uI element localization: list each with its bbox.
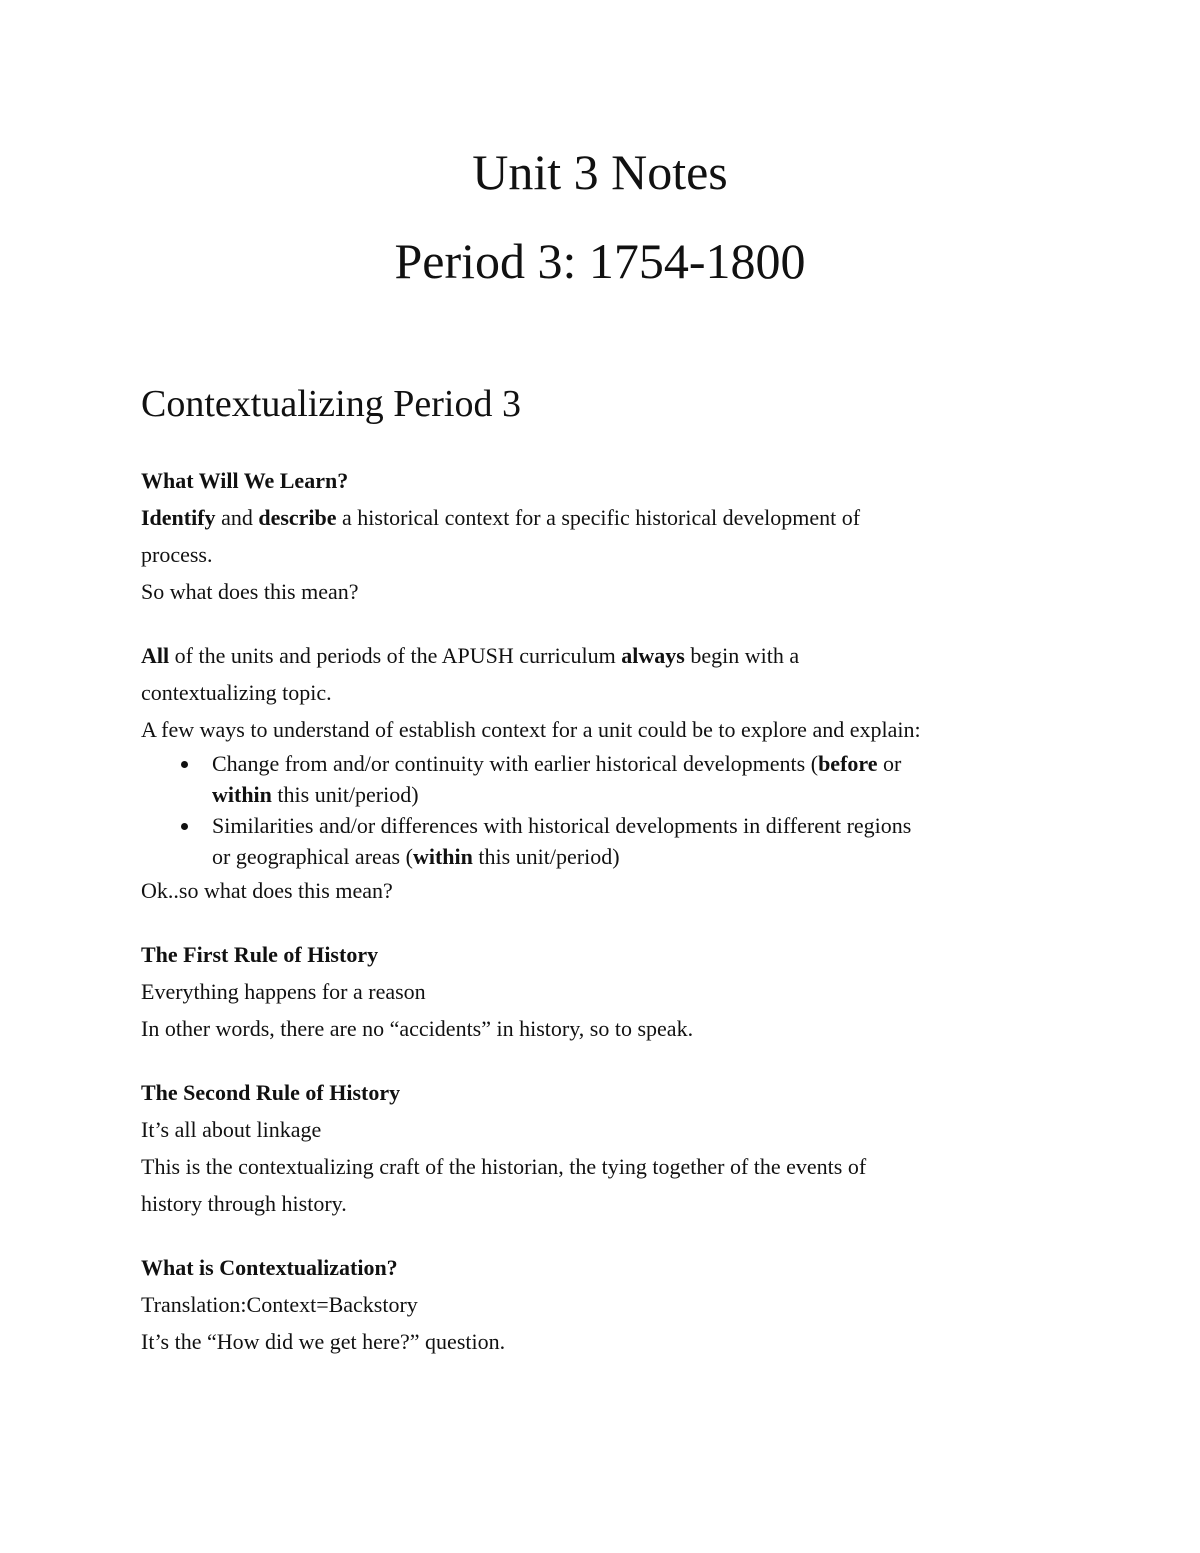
first-rule-line-2: In other words, there are no “accidents” in history, so to speak. [141,1016,694,1041]
units-text: of the units and periods of the APUSH curriculum [169,643,622,668]
units-text: begin with a [684,643,800,668]
contextualization-line-1: Translation:Context=Backstory [141,1292,418,1317]
units-paragraph-line-1 [141,637,1071,674]
ok-question: Ok..so what does this mean? [141,878,393,903]
bullet-icon [181,823,188,830]
learn-question: So what does this mean? [141,579,359,604]
section-heading: Contextualizing Period 3 [141,383,521,425]
learn-paragraph-line-2: process. [141,542,213,567]
first-rule-heading: The First Rule of History [141,942,379,967]
second-rule-line-3: history through history. [141,1191,347,1216]
identify-term: Identify [141,505,216,530]
document-title: Unit 3 Notes [472,144,728,200]
second-rule-heading: The Second Rule of History [141,1080,401,1105]
always-term: always [621,643,685,668]
learn-heading: What Will We Learn? [141,468,349,493]
second-rule-line-2: This is the contextualizing craft of the historian, the tying together of the events of [141,1154,867,1179]
second-rule-line-1: It’s all about linkage [141,1117,322,1142]
all-term: All [141,643,170,668]
bullet-icon [181,761,188,768]
contextualization-heading: What is Contextualization? [141,1255,398,1280]
describe-term: describe [258,505,337,530]
contextualization-line-2: It’s the “How did we get here?” question. [141,1329,506,1354]
ways-text: A few ways to understand of establish context for a unit could be to explore and explain: [141,717,921,742]
learn-paragraph-line-1 [141,499,1071,536]
first-rule-line-1: Everything happens for a reason [141,979,426,1004]
learn-text: and [215,505,259,530]
list-item: Change from and/or continuity with earlier historical developments (before or within this unit/period) [212,748,1071,810]
list-item: Similarities and/or differences with historical developments in different regions or geographical areas (within this unit/period) [212,810,1071,872]
document-body [141,380,1071,1360]
context-bullet-list [141,748,1071,872]
units-paragraph-line-2: contextualizing topic. [141,680,332,705]
learn-text: a historical context for a specific historical development of [336,505,861,530]
document-subtitle: Period 3: 1754-1800 [394,233,806,289]
